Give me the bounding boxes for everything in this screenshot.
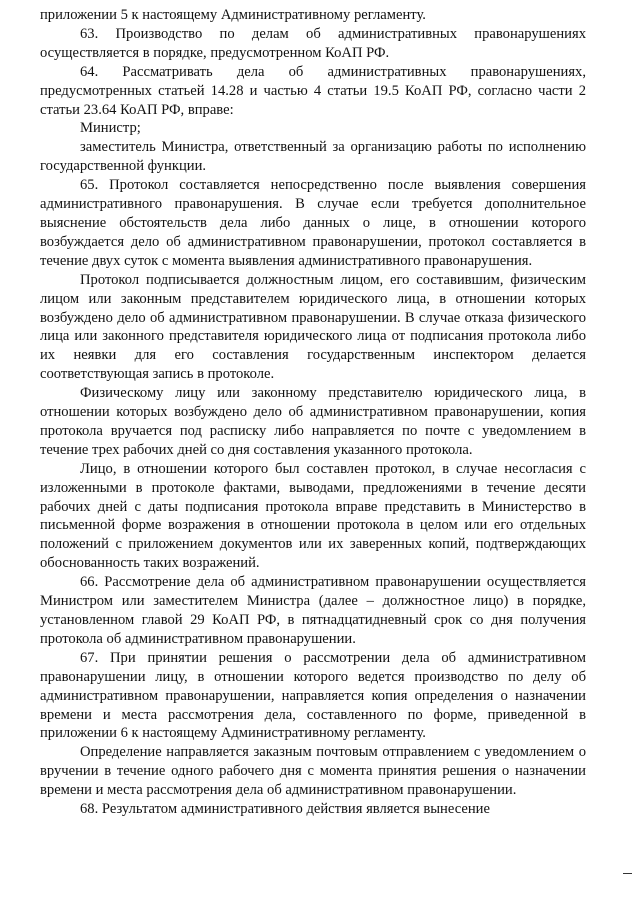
paragraph-64: 64. Рассматривать дела об административных правонарушениях, предусмотренных статьей 14.28 и частью 4 статьи 19.5 КоАП РФ, согласно части 2 статьи 23.64 КоАП РФ, вправе: (40, 63, 586, 118)
paragraph-67: 67. При принятии решения о рассмотрении дела об административном правонарушении лицу, в отношении которого ведется производство по делу об административном правонарушении, направляется копия определения о назначении времени и места рассмотрения дела, составленного по форме, приведенной в приложении 6 к настоящему Административному регламенту. (40, 649, 586, 742)
paragraph-65-protocol-copy: Физическому лицу или законному представителю юридического лица, в отношении которых возбуждено дело об административном правонарушении, копия протокола вручается под расписку либо направляется по почте с уведомлением в течение трех рабочих дней со дня составления указанного протокола. (40, 385, 586, 458)
page-edge-dash (623, 873, 632, 874)
paragraph-67-determination: Определение направляется заказным почтовым отправлением с уведомлением о вручении в течение одного рабочего дня с момента принятия решения о назначении времени и места рассмотрения дела об административном правонарушении. (40, 744, 586, 799)
paragraph-65-protocol-signing: Протокол подписывается должностным лицом, его составившим, физическим лицом или законным представителем юридического лица, в отношении которых возбуждено дело об административном правонарушении. В случае отказа физического лица или законного представителя юридического лица от подписания протокола либо их неявки для его составления государственным инспектором делается соответствующая запись в протоколе. (40, 271, 586, 383)
list-item-minister: Министр; (80, 120, 141, 137)
paragraph-68: 68. Результатом административного действия является вынесение (80, 801, 490, 818)
paragraph-63: 63. Производство по делам об административных правонарушениях осуществляется в порядке, предусмотренном КоАП РФ. (40, 25, 586, 61)
paragraph-65: 65. Протокол составляется непосредственно после выявления совершения административного правонарушения. В случае если требуется дополнительное выяснение обстоятельств дела либо данных о лице, в отношении которого возбуждается дело об административном правонарушении, протокол составляется в течение двух суток с момента выявления административного правонарушения. (40, 177, 586, 269)
paragraph-appendix-5-continuation: приложении 5 к настоящему Административному регламенту. (40, 7, 426, 23)
paragraph-65-objections: Лицо, в отношении которого был составлен протокол, в случае несогласия с изложенными в протоколе фактами, выводами, предложениями в течение десяти рабочих дней с даты подписания протокола вправе представить в Министерство в письменной форме возражения в отношении протокола в целом или его отдельных положений с приложением документов или их заверенных копий, подтверждающих обоснованность таких возражений. (40, 460, 586, 572)
paragraph-66: 66. Рассмотрение дела об административном правонарушении осуществляется Министром или заместителем Министра (далее – должностное лицо) в порядке, установленном главой 29 КоАП РФ, в пятнадцатидневный срок со дня получения протокола об административном правонарушении. (40, 574, 586, 647)
list-item-deputy-minister: заместитель Министра, ответственный за организацию работы по исполнению государственной функции. (40, 139, 586, 175)
document-page (40, 6, 586, 819)
